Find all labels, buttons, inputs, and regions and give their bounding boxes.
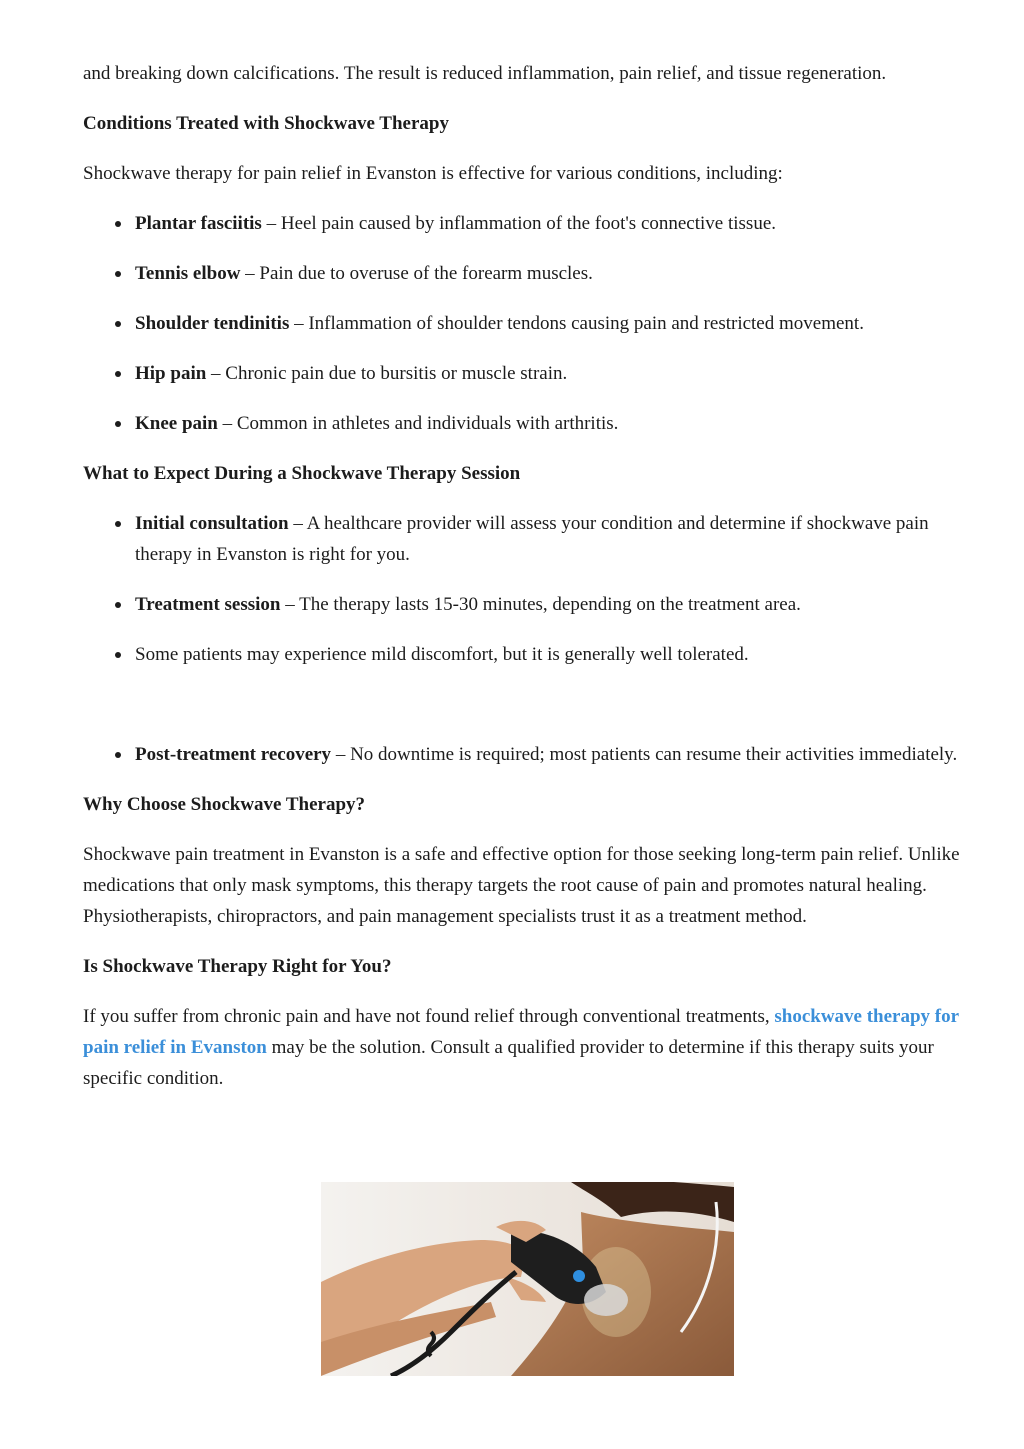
condition-description: – Inflammation of shoulder tendons causing pain and restricted movement. bbox=[289, 313, 864, 334]
conditions-heading: Conditions Treated with Shockwave Therapy bbox=[83, 113, 449, 134]
condition-term: Knee pain bbox=[135, 413, 218, 434]
session-description: – No downtime is required; most patients can resume their activities immediately. bbox=[331, 744, 958, 765]
document-body bbox=[83, 58, 965, 1113]
list-item bbox=[135, 408, 965, 439]
session-description: Some patients may experience mild discomfort, but it is generally well tolerated. bbox=[135, 644, 749, 665]
blank-gap bbox=[83, 689, 965, 739]
paragraph-text: If you suffer from chronic pain and have not found relief through conventional treatments, bbox=[83, 1006, 775, 1027]
condition-description: – Heel pain caused by inflammation of the foot's connective tissue. bbox=[261, 213, 777, 234]
session-list-continued bbox=[83, 739, 965, 770]
list-item bbox=[135, 639, 965, 670]
list-item bbox=[135, 208, 965, 239]
condition-description: – Pain due to overuse of the forearm muscles. bbox=[240, 263, 593, 284]
condition-term: Shoulder tendinitis bbox=[135, 313, 290, 334]
shockwave-therapy-link[interactable]: shockwave therapy for pain relief in Evanston bbox=[83, 1006, 959, 1058]
intro-tail-paragraph: and breaking down calcifications. The result is reduced inflammation, pain relief, and tissue regeneration. bbox=[83, 63, 887, 84]
condition-term: Hip pain bbox=[135, 363, 207, 384]
why-paragraph: Shockwave pain treatment in Evanston is a safe and effective option for those seeking long-term pain relief. Unlike medications that only mask symptoms, this therapy targets the root cause of pain and promotes natural healing. Physiotherapists, chiropractors, and pain management specialists trust it as a treatment method. bbox=[83, 844, 960, 927]
list-item bbox=[135, 739, 965, 770]
paragraph-text: may be the solution. Consult a qualified provider to determine if this therapy suits your specific condition. bbox=[83, 1037, 934, 1089]
list-item bbox=[135, 358, 965, 389]
session-description: – A healthcare provider will assess your condition and determine if shockwave pain therapy in Evanston is right for you. bbox=[135, 513, 929, 565]
condition-description: – Common in athletes and individuals with arthritis. bbox=[217, 413, 619, 434]
session-term: Treatment session bbox=[135, 594, 281, 615]
condition-term: Tennis elbow bbox=[135, 263, 241, 284]
list-item bbox=[135, 589, 965, 620]
session-description: – The therapy lasts 15-30 minutes, depending on the treatment area. bbox=[280, 594, 801, 615]
right-for-you-heading: Is Shockwave Therapy Right for You? bbox=[83, 956, 392, 977]
session-term: Initial consultation bbox=[135, 513, 289, 534]
list-item bbox=[135, 308, 965, 339]
session-list bbox=[83, 508, 965, 670]
why-heading: Why Choose Shockwave Therapy? bbox=[83, 794, 366, 815]
shockwave-treatment-photo bbox=[321, 1182, 734, 1376]
conditions-intro: Shockwave therapy for pain relief in Evanston is effective for various conditions, including: bbox=[83, 163, 783, 184]
session-term: Post-treatment recovery bbox=[135, 744, 332, 765]
conditions-list bbox=[83, 208, 965, 439]
right-for-you-paragraph bbox=[83, 1001, 965, 1094]
list-item bbox=[135, 508, 965, 570]
session-heading: What to Expect During a Shockwave Therapy Session bbox=[83, 463, 521, 484]
list-item bbox=[135, 258, 965, 289]
condition-term: Plantar fasciitis bbox=[135, 213, 262, 234]
photo-illustration bbox=[321, 1182, 734, 1376]
condition-description: – Chronic pain due to bursitis or muscle strain. bbox=[206, 363, 568, 384]
